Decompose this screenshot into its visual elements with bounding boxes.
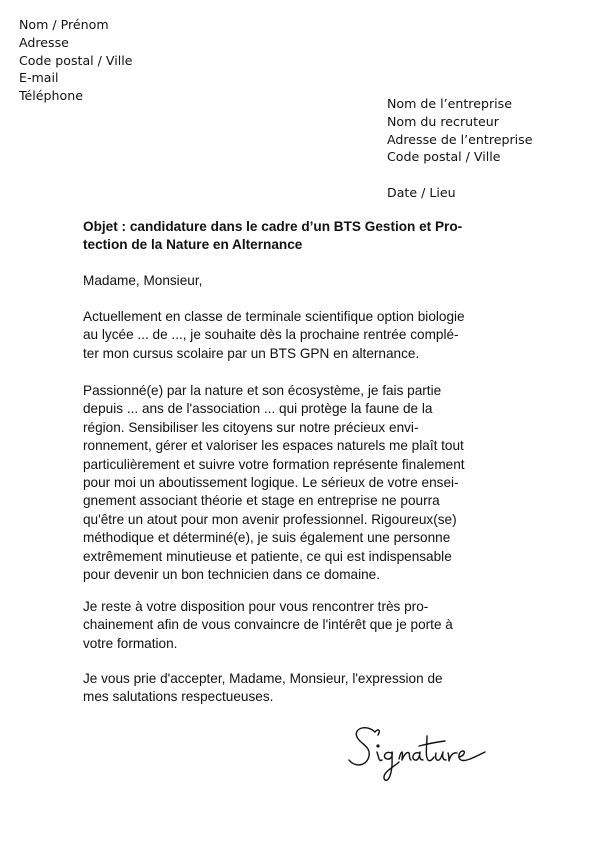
paragraph-line: Passionné(e) par la nature et son écosystème, je fais partie: [83, 383, 442, 398]
paragraph-motivation: [83, 382, 523, 584]
paragraph-line: mes salutations respectueuses.: [83, 689, 274, 705]
paragraph-line: Je reste à votre disposition pour vous rencontrer très pro-: [83, 599, 429, 614]
recipient-block: [387, 95, 532, 166]
sender-block: [19, 16, 133, 105]
paragraph-line: région. Sensibiliser les citoyens sur notre précieux envi-: [83, 419, 419, 435]
paragraph-line: ronnement, gérer et valoriser les espaces naturels me plaît tout: [83, 438, 464, 454]
paragraph-line: particulièrement et suivre votre formation représente finalement: [83, 456, 465, 472]
paragraph-line: gnement associant théorie et stage en entreprise ne pourra: [83, 493, 440, 509]
subject-line: tection de la Nature en Alternance: [83, 237, 303, 253]
recipient-recruiter: Nom du recruteur: [387, 113, 499, 129]
sender-phone: Téléphone: [19, 88, 83, 104]
sender-address: Adresse: [19, 34, 69, 50]
paragraph-line: au lycée ... de ..., je souhaite dès la prochaine rentrée complé-: [83, 327, 459, 343]
paragraph-closing: [83, 670, 523, 707]
subject: [83, 218, 523, 255]
date-place: Date / Lieu: [387, 185, 456, 200]
paragraph-line: méthodique et déterminé(e), je suis également une personne: [83, 530, 451, 546]
paragraph-availability: [83, 598, 523, 653]
subject-line: Objet : candidature dans le cadre d’un BTS Gestion et Pro-: [83, 219, 463, 234]
recipient-postal-city: Code postal / Ville: [387, 149, 501, 165]
paragraph-line: qu'être un atout pour mon avenir professionnel. Rigoureux(se): [83, 511, 457, 527]
sender-postal-city: Code postal / Ville: [19, 52, 133, 68]
paragraph-line: Actuellement en classe de terminale scientifique option biologie: [83, 309, 465, 324]
paragraph-line: votre formation.: [83, 635, 178, 651]
sender-name: Nom / Prénom: [19, 17, 109, 32]
paragraph-line: chainement afin de vous convaincre de l'intérêt que je porte à: [83, 617, 453, 633]
paragraph-line: pour moi un aboutissement logique. Le sérieux de votre ensei-: [83, 475, 459, 491]
signature: [345, 722, 495, 782]
salutation: Madame, Monsieur,: [83, 273, 203, 288]
recipient-company: Nom de l’entreprise: [387, 96, 512, 111]
paragraph-line: ter mon cursus scolaire par un BTS GPN en alternance.: [83, 345, 420, 361]
paragraph-line: depuis ... ans de l'association ... qui protège la faune de la: [83, 401, 433, 417]
paragraph-intro: [83, 308, 523, 363]
paragraph-line: Je vous prie d'accepter, Madame, Monsieur, l'expression de: [83, 671, 443, 686]
paragraph-line: pour devenir un bon technicien dans ce domaine.: [83, 567, 380, 583]
recipient-address: Adresse de l’entreprise: [387, 131, 533, 147]
sender-email: E-mail: [19, 70, 59, 86]
paragraph-line: extrêmement minutieuse et patiente, ce qui est indispensable: [83, 548, 452, 564]
